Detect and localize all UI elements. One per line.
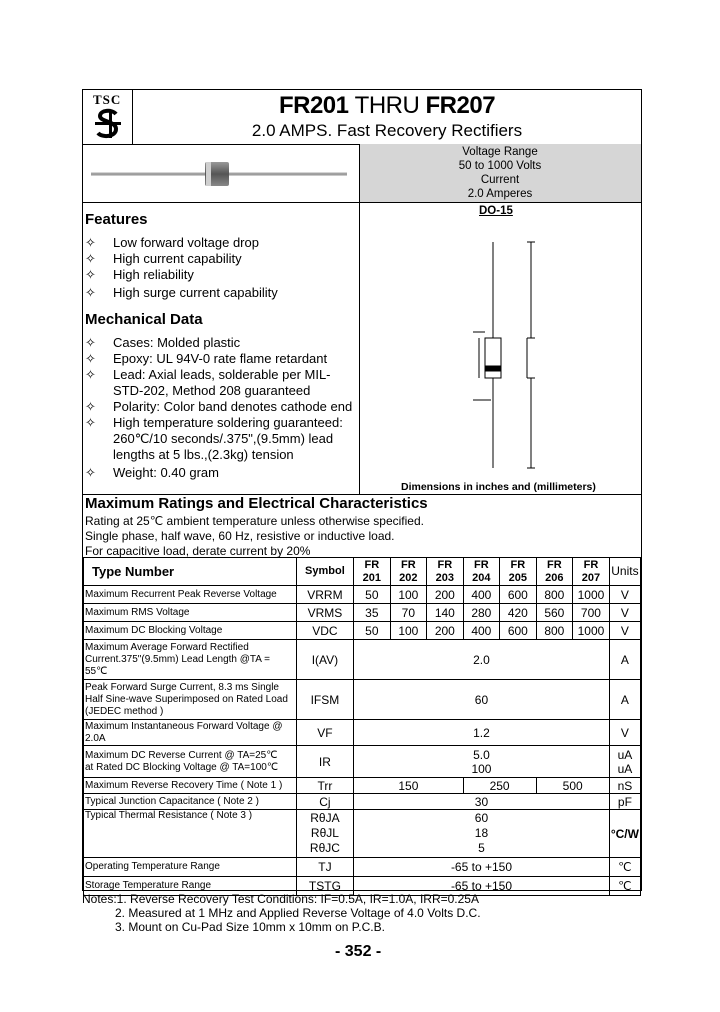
bullet-icon: ✧	[85, 285, 96, 300]
header	[133, 90, 641, 144]
table-row: Storage Temperature Range TSTG -65 to +150 ℃	[84, 877, 641, 896]
table-row: Typical Thermal Resistance ( Note 3 ) RθJA RθJL RθJC 60 18 5 °C/W	[84, 810, 641, 858]
list-item: ✧ Lead: Axial leads, solderable per MIL-STD-202, Method 208 guaranteed	[85, 367, 331, 398]
bullet-icon: ✧	[85, 465, 96, 480]
table-row: Maximum Reverse Recovery Time ( Note 1 ) Trr 150 250 500 nS	[84, 778, 641, 794]
part-header: FR 207	[573, 558, 610, 586]
dimensions-note: Dimensions in inches and (millimeters)	[401, 481, 596, 493]
title-part1: FR201	[278, 92, 349, 119]
title-thru: THRU	[354, 92, 420, 119]
table-row: Maximum DC Blocking Voltage VDC 50 100 200 400 600 800 1000 V	[84, 622, 641, 640]
list-item: ✧ High temperature soldering guaranteed: 260℃/10 seconds/.375",(9.5mm) lead lengths at 5 lbs.,(2.3kg) tension	[85, 415, 343, 462]
condition-line: Single phase, half wave, 60 Hz, resistive or inductive load.	[85, 529, 395, 543]
package-outline-drawing	[439, 228, 539, 478]
bullet-icon: ✧	[85, 335, 96, 350]
note-line: Notes:1. Reverse Recovery Test Conditions: IF=0.5A, IR=1.0A, IRR=0.25A	[82, 892, 479, 906]
tsc-logo-icon	[94, 108, 122, 140]
table-row: Maximum Average Forward Rectified Current.375"(9.5mm) Lead Length @TA = 55℃ I(AV) 2.0 A	[84, 640, 641, 680]
list-item: ✧ Epoxy: UL 94V-0 rate flame retardant	[85, 351, 328, 366]
bullet-icon: ✧	[85, 267, 96, 282]
voltage-range-value: 50 to 1000 Volts	[458, 160, 542, 172]
table-row: Maximum Recurrent Peak Reverse Voltage VRRM 50 100 200 400 600 800 1000 V	[84, 586, 641, 604]
type-number-header: Type Number	[84, 558, 297, 586]
bullet-icon: ✧	[85, 235, 96, 250]
ratings-conditions	[85, 514, 424, 559]
notes	[82, 892, 481, 934]
bullet-icon: ✧	[85, 399, 96, 414]
symbol-header: Symbol	[296, 558, 353, 586]
note-line: 3. Mount on Cu-Pad Size 10mm x 10mm on P.C.B.	[115, 920, 385, 934]
list-item: ✧ Cases: Molded plastic	[85, 335, 241, 350]
units-header: Units	[609, 558, 640, 586]
table-header-row	[84, 558, 641, 586]
spec-summary	[359, 144, 641, 202]
table-row: Typical Junction Capacitance ( Note 2 ) Cj 30 pF	[84, 794, 641, 810]
part-header: FR 201	[354, 558, 390, 586]
table-row: Operating Temperature Range TJ -65 to +150 ℃	[84, 858, 641, 877]
list-item: ✧ Low forward voltage drop	[85, 235, 259, 250]
title-part2: FR207	[425, 92, 496, 119]
features-list	[85, 235, 357, 301]
bullet-icon: ✧	[85, 415, 96, 430]
ratings-table	[83, 557, 641, 896]
page-title	[133, 92, 641, 120]
datasheet-frame	[82, 89, 642, 891]
tsc-logo	[83, 90, 133, 144]
part-header: FR 204	[463, 558, 500, 586]
page-number: - 352 -	[335, 943, 382, 960]
current-label: Current	[480, 174, 520, 186]
list-item: ✧ Weight: 0.40 gram	[85, 465, 219, 480]
diode-image	[89, 158, 351, 190]
table-row: Maximum DC Reverse Current @ TA=25℃ at Rated DC Blocking Voltage @ TA=100℃ IR 5.0 100 uA uA	[84, 746, 641, 778]
condition-line: Rating at 25℃ ambient temperature unless otherwise specified.	[85, 514, 424, 528]
part-header: FR 206	[536, 558, 573, 586]
note-line: 2. Measured at 1 MHz and Applied Reverse Voltage of 4.0 Volts D.C.	[115, 906, 481, 920]
part-header: FR 203	[427, 558, 464, 586]
voltage-range-label: Voltage Range	[462, 146, 538, 158]
list-item: ✧ High surge current capability	[85, 285, 278, 300]
list-item: ✧ High current capability	[85, 251, 242, 266]
current-value: 2.0 Amperes	[467, 188, 533, 200]
condition-line: For capacitive load, derate current by 20%	[85, 544, 311, 558]
logo-text: TSC	[93, 92, 122, 107]
subtitle: 2.0 AMPS. Fast Recovery Rectifiers	[251, 121, 523, 140]
list-item: ✧ Polarity: Color band denotes cathode end	[85, 399, 353, 414]
features-heading: Features	[85, 211, 148, 228]
bullet-icon: ✧	[85, 251, 96, 266]
part-header: FR 202	[390, 558, 427, 586]
mechanical-heading: Mechanical Data	[85, 311, 203, 328]
bullet-icon: ✧	[85, 351, 96, 366]
mechanical-list	[85, 335, 357, 481]
bullet-icon: ✧	[85, 367, 96, 382]
part-header: FR 205	[500, 558, 537, 586]
ratings-heading: Maximum Ratings and Electrical Characteristics	[85, 495, 428, 512]
package-name: DO-15	[479, 205, 513, 217]
table-row: Maximum RMS Voltage VRMS 35 70 140 280 420 560 700 V	[84, 604, 641, 622]
table-row: Maximum Instantaneous Forward Voltage @ 2.0A VF 1.2 V	[84, 720, 641, 746]
table-row: Peak Forward Surge Current, 8.3 ms Single Half Sine-wave Superimposed on Rated Load (JEDEC method ) IFSM 60 A	[84, 680, 641, 720]
list-item: ✧ High reliability	[85, 267, 194, 282]
features-section	[85, 211, 357, 481]
